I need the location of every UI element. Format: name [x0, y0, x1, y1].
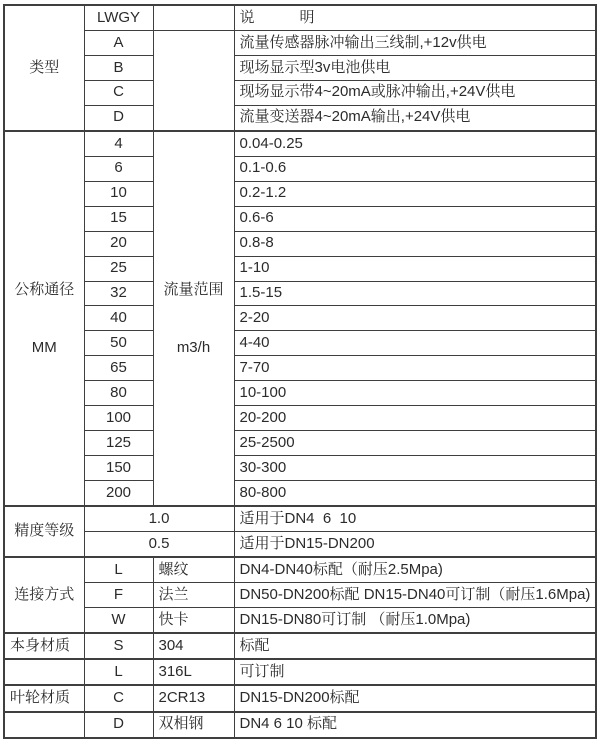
- flow-range-value: 0.1-0.6: [234, 156, 596, 181]
- impeller-material-code: D: [84, 712, 153, 738]
- dn-value: 200: [84, 480, 153, 506]
- diameter-section-label: [4, 131, 84, 506]
- diameter-row-25: [4, 256, 596, 281]
- impeller-material-name: 2CR13: [153, 685, 234, 711]
- diameter-row-200: [4, 480, 596, 506]
- accuracy-row-1: [4, 506, 596, 532]
- spec-table: [3, 4, 597, 739]
- diameter-row-125: [4, 431, 596, 456]
- header-row: [4, 5, 596, 31]
- dn-value: 50: [84, 331, 153, 356]
- type-desc-c: 现场显示带4~20mA或脉冲输出,+24V供电: [234, 80, 596, 105]
- type-row-b: [4, 55, 596, 80]
- connection-row-f: [4, 583, 596, 608]
- connection-section-label: 连接方式: [4, 557, 84, 633]
- impeller-material-name: 双相钢: [153, 712, 234, 738]
- accuracy-desc: 适用于DN15-DN200: [234, 531, 596, 557]
- type-desc-d: 流量变送器4~20mA输出,+24V供电: [234, 105, 596, 131]
- flow-label-line1: 流量范围: [163, 280, 224, 298]
- dn-value: 80: [84, 381, 153, 406]
- flow-range-value: 20-200: [234, 406, 596, 431]
- connection-desc: DN50-DN200标配 DN15-DN40可订制（耐压1.6Mpa): [234, 583, 596, 608]
- dn-value: 125: [84, 431, 153, 456]
- type-code-d: D: [84, 105, 153, 131]
- flow-range-value: 0.04-0.25: [234, 131, 596, 157]
- body-material-section-label: 本身材质: [4, 633, 84, 659]
- flow-range-value: 25-2500: [234, 431, 596, 456]
- dn-value: 6: [84, 156, 153, 181]
- description-header: 说 明: [234, 5, 596, 31]
- impeller-material-row-l: [4, 659, 596, 685]
- type-desc-b: 现场显示型3v电池供电: [234, 55, 596, 80]
- dn-value: 20: [84, 231, 153, 256]
- diameter-row-100: [4, 406, 596, 431]
- flow-range-value: 30-300: [234, 455, 596, 480]
- impeller-material-name: 316L: [153, 659, 234, 685]
- connection-row-l: [4, 557, 596, 583]
- diameter-row-65: [4, 356, 596, 381]
- dn-value: 32: [84, 281, 153, 306]
- diameter-row-50: [4, 331, 596, 356]
- model-code-header: LWGY: [84, 5, 153, 31]
- type-row-d: [4, 105, 596, 131]
- type-code-a: A: [84, 31, 153, 56]
- diameter-row-15: [4, 206, 596, 231]
- diameter-row-6: [4, 156, 596, 181]
- dn-value: 10: [84, 181, 153, 206]
- diameter-row-40: [4, 306, 596, 331]
- connection-row-w: [4, 608, 596, 634]
- diameter-row-32: [4, 281, 596, 306]
- body-material-name: 304: [153, 633, 234, 659]
- flow-range-value: 1.5-15: [234, 281, 596, 306]
- dn-value: 100: [84, 406, 153, 431]
- connection-desc: DN15-DN80可订制 （耐压1.0Mpa): [234, 608, 596, 634]
- flow-range-label: [153, 131, 234, 506]
- flow-range-value: 7-70: [234, 356, 596, 381]
- dn-value: 65: [84, 356, 153, 381]
- flow-range-value: 10-100: [234, 381, 596, 406]
- empty-label-cell: [4, 659, 84, 685]
- impeller-material-desc: DN15-DN200标配: [234, 685, 596, 711]
- diameter-row-80: [4, 381, 596, 406]
- impeller-material-row-d: [4, 712, 596, 738]
- diameter-row-4: [4, 131, 596, 157]
- connection-name: 螺纹: [153, 557, 234, 583]
- body-material-row-s: [4, 633, 596, 659]
- diameter-label-line1: 公称通径: [14, 280, 75, 298]
- accuracy-value: 0.5: [84, 531, 234, 557]
- diameter-row-20: [4, 231, 596, 256]
- flow-range-value: 1-10: [234, 256, 596, 281]
- accuracy-value: 1.0: [84, 506, 234, 532]
- type-row-c: [4, 80, 596, 105]
- connection-desc: DN4-DN40标配（耐压2.5Mpa): [234, 557, 596, 583]
- dn-value: 15: [84, 206, 153, 231]
- dn-value: 25: [84, 256, 153, 281]
- flow-range-value: 2-20: [234, 306, 596, 331]
- diameter-row-150: [4, 455, 596, 480]
- impeller-material-desc: 可订制: [234, 659, 596, 685]
- connection-code: L: [84, 557, 153, 583]
- impeller-material-code: C: [84, 685, 153, 711]
- flow-range-value: 80-800: [234, 480, 596, 506]
- impeller-material-code: L: [84, 659, 153, 685]
- accuracy-desc: 适用于DN4 6 10: [234, 506, 596, 532]
- flow-label-line2: m3/h: [176, 339, 211, 357]
- dn-value: 4: [84, 131, 153, 157]
- connection-name: 法兰: [153, 583, 234, 608]
- empty-merged-cell: [153, 31, 234, 131]
- body-material-code: S: [84, 633, 153, 659]
- empty-label-cell: [4, 712, 84, 738]
- empty-header-cell: [153, 5, 234, 31]
- type-desc-a: 流量传感器脉冲输出三线制,+12v供电: [234, 31, 596, 56]
- dn-value: 150: [84, 455, 153, 480]
- accuracy-section-label: 精度等级: [4, 506, 84, 557]
- dn-value: 40: [84, 306, 153, 331]
- connection-name: 快卡: [153, 608, 234, 634]
- flow-range-value: 0.8-8: [234, 231, 596, 256]
- flow-range-value: 4-40: [234, 331, 596, 356]
- diameter-label-line2: MM: [31, 339, 57, 357]
- flow-range-value: 0.6-6: [234, 206, 596, 231]
- flow-range-value: 0.2-1.2: [234, 181, 596, 206]
- connection-code: W: [84, 608, 153, 634]
- diameter-row-10: [4, 181, 596, 206]
- type-code-c: C: [84, 80, 153, 105]
- type-code-b: B: [84, 55, 153, 80]
- connection-code: F: [84, 583, 153, 608]
- impeller-material-row-c: [4, 685, 596, 711]
- type-row-a: [4, 31, 596, 56]
- type-section-label: 类型: [4, 5, 84, 131]
- accuracy-row-2: [4, 531, 596, 557]
- impeller-material-desc: DN4 6 10 标配: [234, 712, 596, 738]
- impeller-material-section-label: 叶轮材质: [4, 685, 84, 711]
- body-material-desc: 标配: [234, 633, 596, 659]
